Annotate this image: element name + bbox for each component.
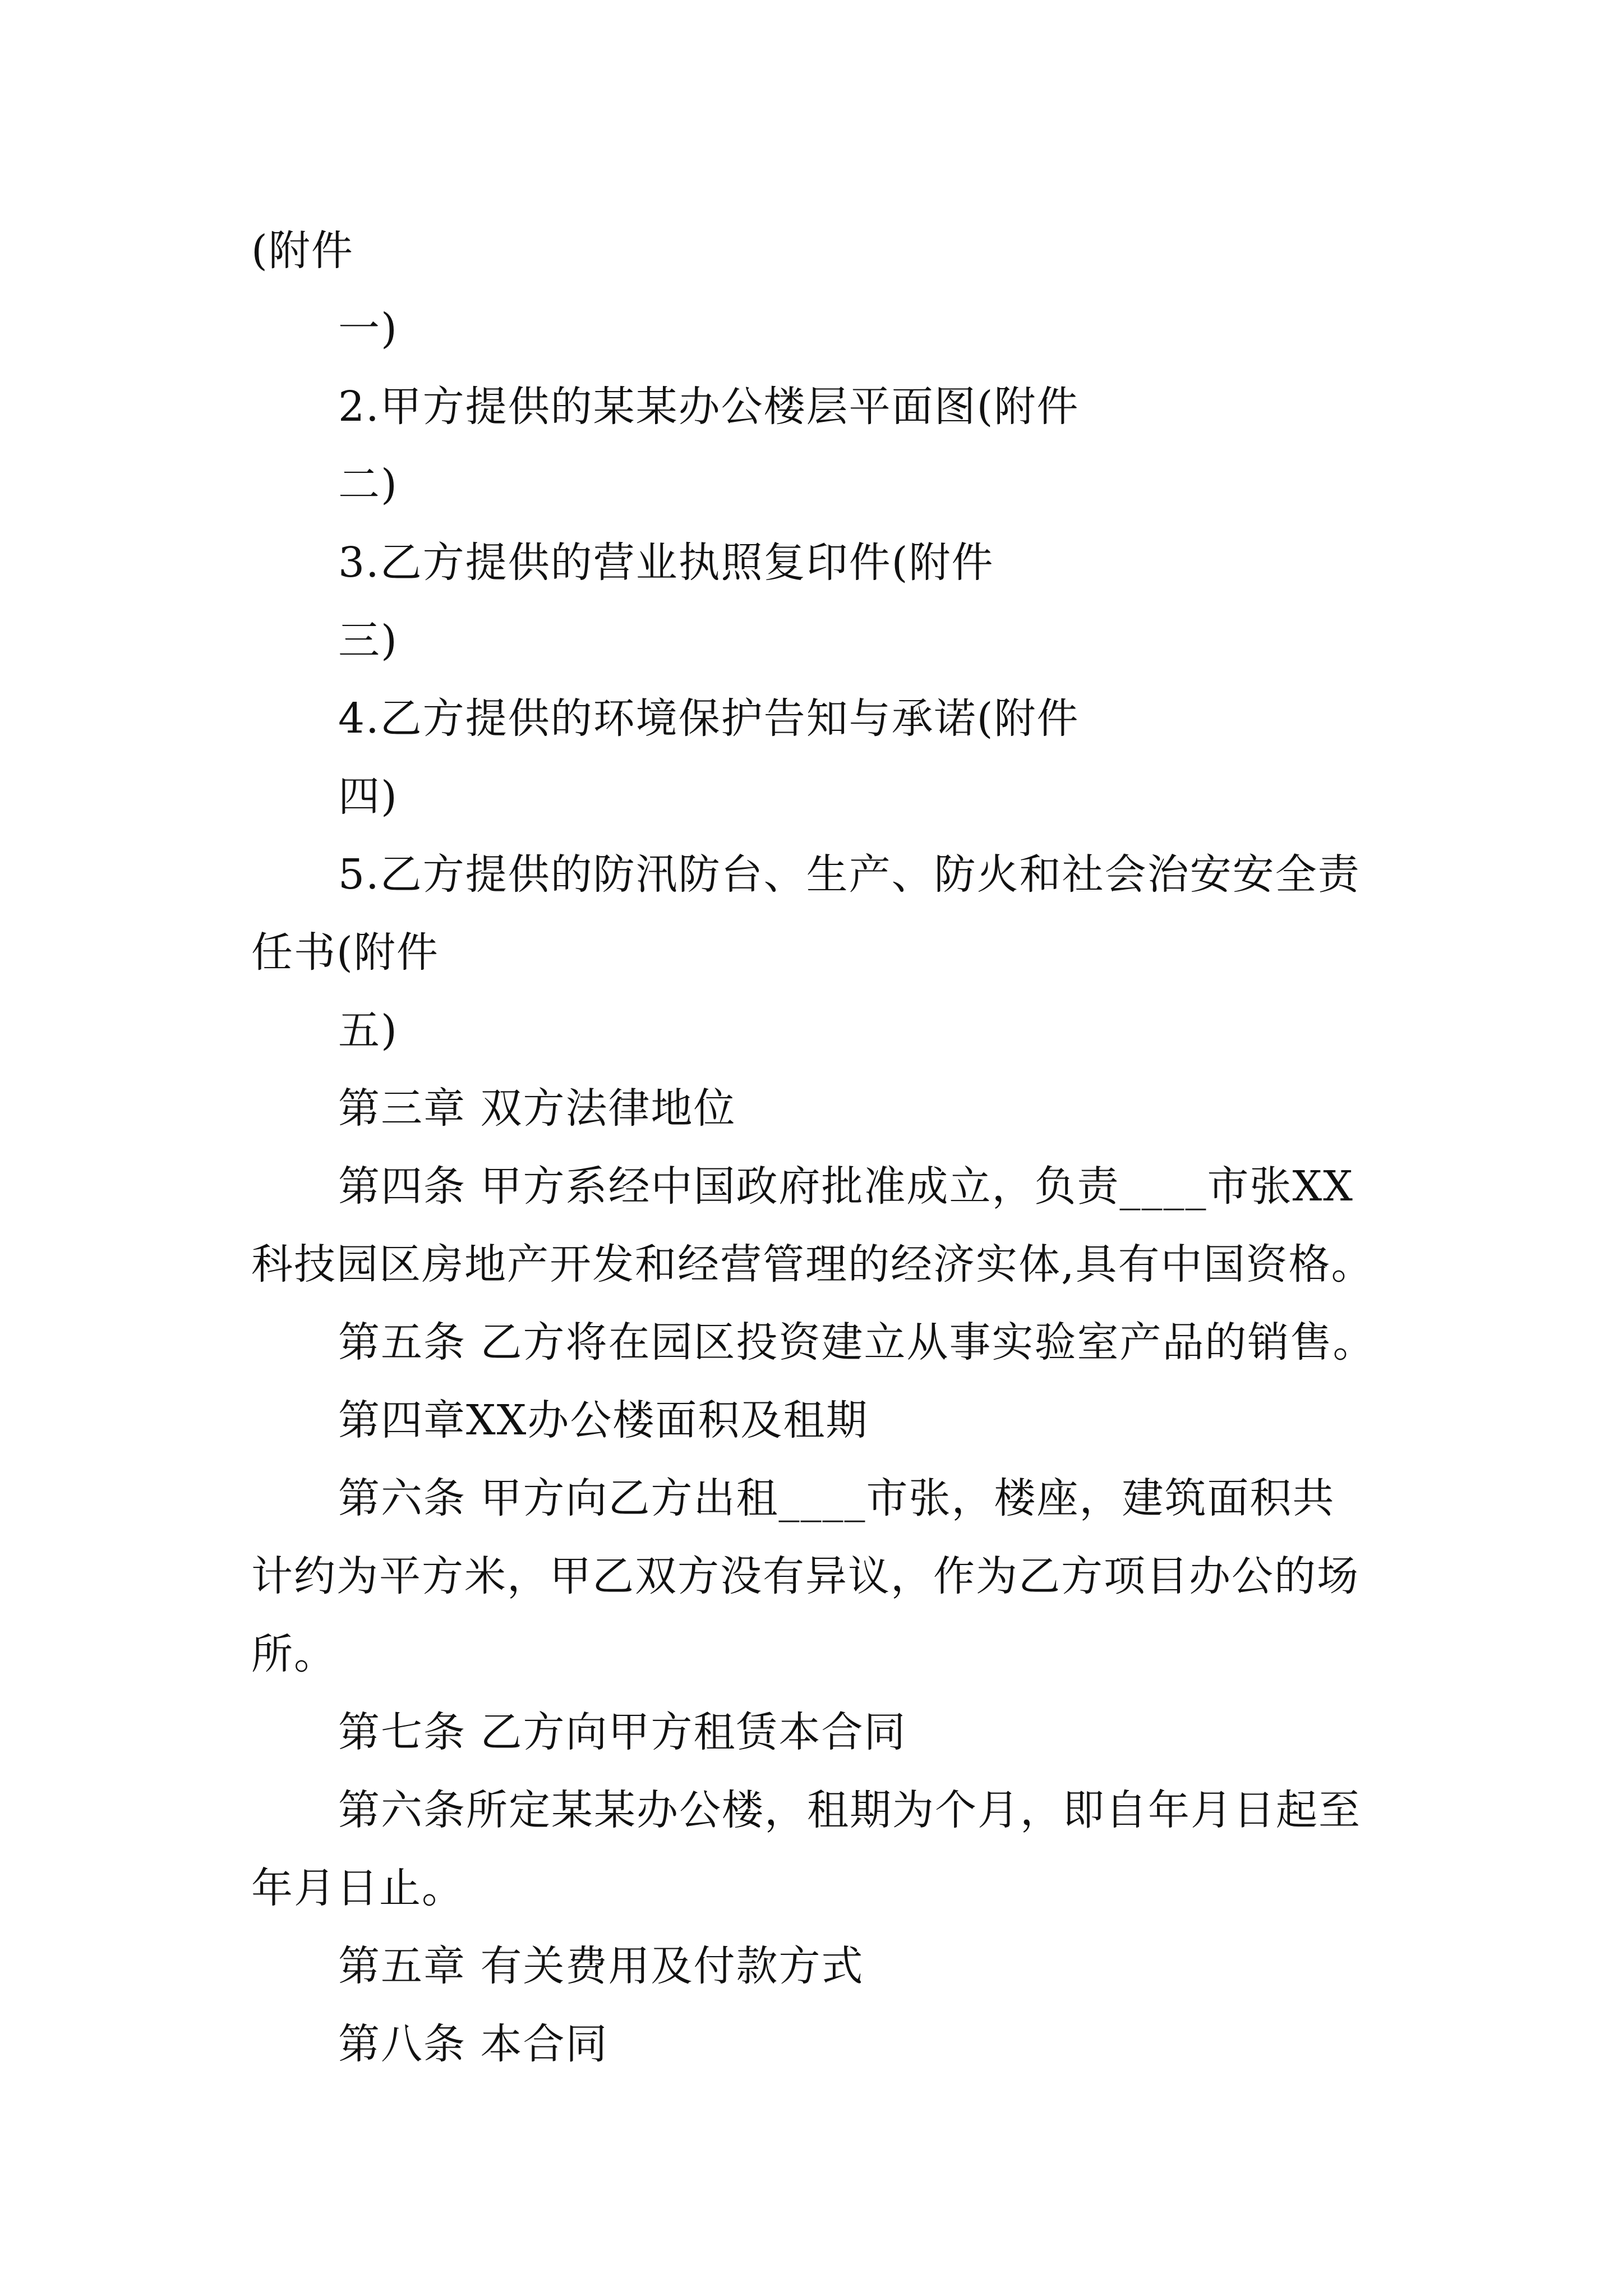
document-body: [251, 212, 1378, 2083]
article-text: 第七条 乙方向甲方租赁本合同: [338, 1708, 907, 1756]
text-line: 任书(附件: [251, 928, 439, 977]
text-line: 年月日止。: [251, 1864, 464, 1912]
chapter-heading: 第三章 双方法律地位: [338, 1084, 736, 1133]
text-line: 5.乙方提供的防汛防台、生产、防火和社会治安安全责: [338, 850, 1361, 899]
text-line: 4.乙方提供的环境保护告知与承诺(附件: [338, 694, 1080, 743]
text-line: 一): [338, 305, 398, 353]
text-line: (附件: [251, 227, 354, 275]
text-line: 科技园区房地产开发和经营管理的经济实体,具有中国资格。: [251, 1240, 1374, 1289]
text-line: 五): [338, 1006, 398, 1055]
text-line: 3.乙方提供的营业执照复印件(附件: [338, 539, 994, 587]
text-line: 2.甲方提供的某某办公楼层平面图(附件: [338, 383, 1080, 431]
article-text: 第四条 甲方系经中国政府批准成立，负责____市张XX: [338, 1162, 1354, 1211]
article-text: 第六条 甲方向乙方出租____市张，楼座，建筑面积共: [338, 1474, 1335, 1522]
article-text: 第五条 乙方将在园区投资建立从事实验室产品的销售。: [338, 1318, 1376, 1366]
text-line: 四): [338, 772, 398, 821]
text-line: 第六条所定某某办公楼，租期为个月，即自年月日起至: [338, 1786, 1361, 1834]
chapter-heading: 第四章XX办公楼面积及租期: [338, 1396, 869, 1444]
text-line: 计约为平方米，甲乙双方没有异议，作为乙方项目办公的场: [251, 1552, 1359, 1600]
article-text: 第八条 本合同: [338, 2020, 608, 2068]
chapter-heading: 第五章 有关费用及付款方式: [338, 1942, 864, 1990]
text-line: 二): [338, 461, 398, 509]
text-line: 所。: [251, 1630, 336, 1678]
text-line: 三): [338, 616, 398, 665]
